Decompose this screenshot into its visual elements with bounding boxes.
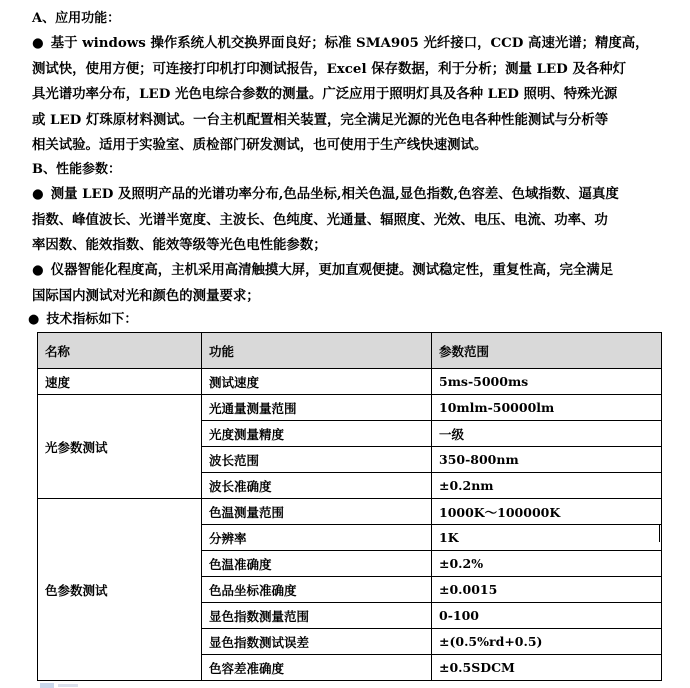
- bullet-icon: ●: [32, 262, 44, 278]
- range-cell: ±0.2nm: [432, 473, 662, 499]
- section-a-paragraph: [32, 31, 672, 159]
- paragraph-line: [32, 258, 672, 284]
- range-cell: ±0.2%: [432, 551, 662, 577]
- range-cell: ±(0.5%rd+0.5): [432, 629, 662, 655]
- function-cell: 显色指数测量范围: [202, 603, 432, 629]
- group-name-optical: 光参数测试: [38, 395, 202, 499]
- function-cell: 光度测量精度: [202, 421, 432, 447]
- paragraph-line: 指数、峰值波长、光谱半宽度、主波长、色纯度、光通量、辐照度、光效、电压、电流、功率、功: [32, 211, 608, 228]
- range-cell: 1000K～100000K: [432, 499, 662, 525]
- section-b-paragraph-2: [32, 258, 672, 309]
- function-cell: 波长准确度: [202, 473, 432, 499]
- paragraph-line: 具光谱功率分布，LED 光色电综合参数的测量。广泛应用于照明灯具及各种 LED 照明、特殊光源: [32, 86, 618, 102]
- range-cell: 1K: [432, 525, 662, 551]
- paragraph-text: 基于 windows 操作系统人机交换界面良好；标准 SMA905 光纤接口，CCD 高速光谱；精度高，: [50, 35, 649, 51]
- function-cell: 色温准确度: [202, 551, 432, 577]
- function-cell: 色温测量范围: [202, 499, 432, 525]
- function-cell: 测试速度: [202, 369, 432, 395]
- section-b-title: B、性能参数：: [32, 162, 121, 177]
- paragraph-line: [32, 182, 672, 208]
- paragraph-line: 率因数、能效指数、能效等级等光色电性能参数；: [32, 237, 327, 253]
- footer-logo-icon: [40, 683, 100, 688]
- bullet-icon: ●: [28, 312, 40, 327]
- paragraph-line: 国际国内测试对光和颜色的测量要求；: [32, 287, 260, 304]
- spec-heading: [28, 310, 137, 330]
- range-cell: ±0.5SDCM: [432, 655, 662, 681]
- paragraph-line: 或 LED 灯珠原材料测试。一台主机配置相关装置，完全满足光源的光色电各种性能测试与分析等: [32, 111, 609, 128]
- text-cursor: [659, 524, 660, 542]
- range-cell: 10mlm-50000lm: [432, 395, 662, 421]
- header-name: 名称: [38, 333, 202, 369]
- header-range: 参数范围: [432, 333, 662, 369]
- spec-table: [37, 332, 662, 681]
- function-cell: 波长范围: [202, 447, 432, 473]
- paragraph-text: 仪器智能化程度高，主机采用高清触摸大屏，更加直观便捷。测试稳定性，重复性高，完全满足: [50, 262, 614, 278]
- range-cell: ±0.0015: [432, 577, 662, 603]
- range-cell: 350-800nm: [432, 447, 662, 473]
- range-cell: 5ms-5000ms: [432, 369, 662, 395]
- group-name-color: 色参数测试: [38, 499, 202, 681]
- header-function: 功能: [202, 333, 432, 369]
- function-cell: 光通量测量范围: [202, 395, 432, 421]
- function-cell: 分辨率: [202, 525, 432, 551]
- bullet-icon: ●: [32, 35, 44, 51]
- function-cell: 色容差准确度: [202, 655, 432, 681]
- section-b-paragraph-1: [32, 182, 672, 259]
- range-cell: 一级: [432, 421, 662, 447]
- table-row: [38, 499, 662, 525]
- table-header-row: [38, 333, 662, 369]
- section-a-title: A、应用功能：: [32, 11, 121, 26]
- table-row: [38, 395, 662, 421]
- bullet-icon: ●: [32, 186, 44, 202]
- function-cell: 显色指数测试误差: [202, 629, 432, 655]
- group-name-speed: 速度: [38, 369, 202, 395]
- spec-title: 技术指标如下：: [46, 312, 138, 327]
- table-row: [38, 369, 662, 395]
- range-cell: 0-100: [432, 603, 662, 629]
- function-cell: 色品坐标准确度: [202, 577, 432, 603]
- paragraph-line: 相关试验。适用于实验室、质检部门研发测试，也可使用于生产线快速测试。: [32, 137, 488, 153]
- paragraph-line: [32, 31, 672, 57]
- paragraph-line: 测试快，使用方便；可连接打印机打印测试报告，Excel 保存数据，利于分析；测量 LED 及各种灯: [32, 60, 627, 77]
- paragraph-text: 测量 LED 及照明产品的光谱功率分布,色品坐标,相关色温,显色指数,色容差、色域指数、逼真度: [50, 186, 619, 202]
